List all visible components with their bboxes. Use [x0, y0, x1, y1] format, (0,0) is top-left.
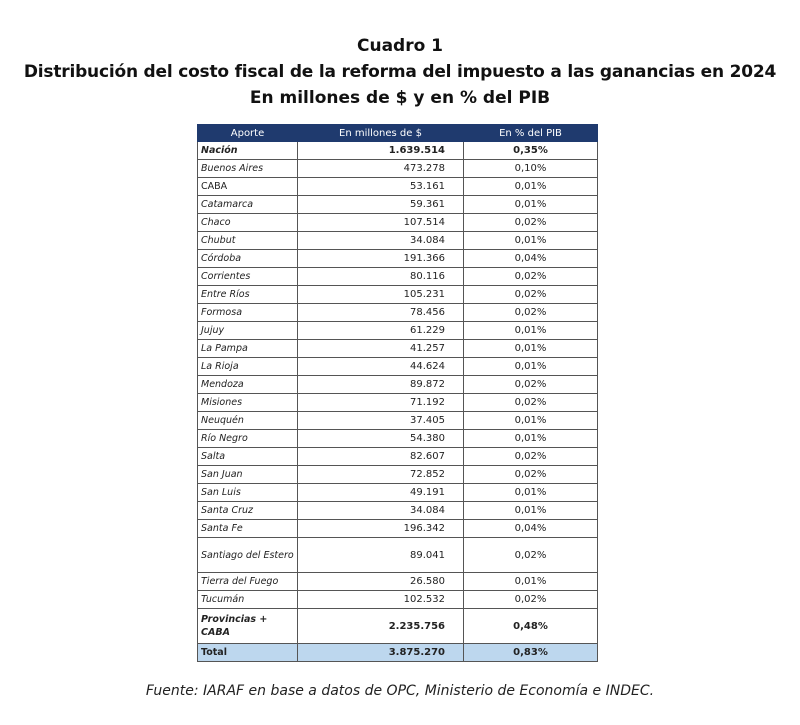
row-label: Entre Ríos	[198, 286, 298, 304]
value-pib: 0,04%	[464, 520, 598, 538]
value-millones: 59.361	[298, 196, 464, 214]
row-label: Tucumán	[198, 591, 298, 609]
table-row	[198, 214, 598, 232]
value-millones: 2.235.756	[298, 609, 464, 644]
value-millones: 71.192	[298, 394, 464, 412]
value-pib: 0,01%	[464, 232, 598, 250]
table-row	[198, 160, 598, 178]
table-row	[198, 142, 598, 160]
row-label: La Pampa	[198, 340, 298, 358]
value-pib: 0,02%	[464, 394, 598, 412]
row-label: Córdoba	[198, 250, 298, 268]
table-row	[198, 430, 598, 448]
value-pib: 0,10%	[464, 160, 598, 178]
value-millones: 54.380	[298, 430, 464, 448]
value-pib: 0,02%	[464, 466, 598, 484]
value-millones: 34.084	[298, 502, 464, 520]
column-header-pib: En % del PIB	[464, 125, 598, 142]
table-row	[198, 573, 598, 591]
value-pib: 0,48%	[464, 609, 598, 644]
value-millones: 37.405	[298, 412, 464, 430]
value-millones: 82.607	[298, 448, 464, 466]
table-row	[198, 394, 598, 412]
table-row	[198, 286, 598, 304]
table-row	[198, 340, 598, 358]
value-pib: 0,01%	[464, 484, 598, 502]
row-label: Santiago del Estero	[198, 538, 298, 573]
value-millones: 89.041	[298, 538, 464, 573]
source-note: Fuente: IARAF en base a datos de OPC, Ministerio de Economía e INDEC.	[145, 683, 655, 699]
row-label: Chaco	[198, 214, 298, 232]
value-pib: 0,02%	[464, 214, 598, 232]
value-millones: 26.580	[298, 573, 464, 591]
value-pib: 0,83%	[464, 644, 598, 662]
value-pib: 0,02%	[464, 268, 598, 286]
table-row	[198, 520, 598, 538]
value-pib: 0,01%	[464, 196, 598, 214]
value-millones: 107.514	[298, 214, 464, 232]
data-table	[197, 124, 598, 662]
row-label: San Juan	[198, 466, 298, 484]
value-millones: 105.231	[298, 286, 464, 304]
table-row	[198, 484, 598, 502]
table-row	[198, 232, 598, 250]
value-pib: 0,02%	[464, 448, 598, 466]
value-pib: 0,01%	[464, 412, 598, 430]
value-millones: 80.116	[298, 268, 464, 286]
table-row	[198, 591, 598, 609]
table-subtitle: En millones de $ y en % del PIB	[249, 88, 551, 108]
value-pib: 0,01%	[464, 340, 598, 358]
value-millones: 196.342	[298, 520, 464, 538]
value-millones: 191.366	[298, 250, 464, 268]
column-header-aporte: Aporte	[198, 125, 298, 142]
table-number: Cuadro 1	[356, 36, 444, 56]
row-label: Río Negro	[198, 430, 298, 448]
row-label: La Rioja	[198, 358, 298, 376]
table-row	[198, 178, 598, 196]
value-millones: 89.872	[298, 376, 464, 394]
table-header-row	[198, 125, 598, 142]
value-millones: 473.278	[298, 160, 464, 178]
table-row	[198, 376, 598, 394]
row-label: Santa Cruz	[198, 502, 298, 520]
row-label: Salta	[198, 448, 298, 466]
total-row	[198, 644, 598, 662]
value-pib: 0,01%	[464, 322, 598, 340]
row-label: Chubut	[198, 232, 298, 250]
value-pib: 0,04%	[464, 250, 598, 268]
row-label: CABA	[198, 178, 298, 196]
value-millones: 49.191	[298, 484, 464, 502]
value-pib: 0,02%	[464, 538, 598, 573]
table-row	[198, 322, 598, 340]
value-pib: 0,02%	[464, 304, 598, 322]
row-label: Neuquén	[198, 412, 298, 430]
row-label: Total	[198, 644, 298, 662]
column-header-millones: En millones de $	[298, 125, 464, 142]
table-row	[198, 466, 598, 484]
value-pib: 0,01%	[464, 178, 598, 196]
value-millones: 44.624	[298, 358, 464, 376]
value-pib: 0,02%	[464, 591, 598, 609]
table-row	[198, 609, 598, 644]
row-label: Catamarca	[198, 196, 298, 214]
row-label: Tierra del Fuego	[198, 573, 298, 591]
title-block	[0, 33, 800, 111]
value-pib: 0,02%	[464, 286, 598, 304]
value-millones: 53.161	[298, 178, 464, 196]
table-row	[198, 196, 598, 214]
value-millones: 1.639.514	[298, 142, 464, 160]
row-label: Mendoza	[198, 376, 298, 394]
table-row	[198, 304, 598, 322]
table-row	[198, 538, 598, 573]
table-row	[198, 268, 598, 286]
value-pib: 0,01%	[464, 573, 598, 591]
row-label: Formosa	[198, 304, 298, 322]
row-label: Santa Fe	[198, 520, 298, 538]
table-row	[198, 448, 598, 466]
value-pib: 0,01%	[464, 358, 598, 376]
row-label: Corrientes	[198, 268, 298, 286]
row-label: Provincias + CABA	[198, 609, 298, 644]
value-pib: 0,01%	[464, 502, 598, 520]
row-label: Misiones	[198, 394, 298, 412]
value-pib: 0,02%	[464, 376, 598, 394]
table-row	[198, 250, 598, 268]
table-row	[198, 502, 598, 520]
row-label: Nación	[198, 142, 298, 160]
value-millones: 72.852	[298, 466, 464, 484]
value-pib: 0,01%	[464, 430, 598, 448]
table-title: Distribución del costo fiscal de la reforma del impuesto a las ganancias en 2024	[23, 62, 777, 82]
row-label: Jujuy	[198, 322, 298, 340]
row-label: San Luis	[198, 484, 298, 502]
value-millones: 61.229	[298, 322, 464, 340]
value-millones: 41.257	[298, 340, 464, 358]
value-millones: 34.084	[298, 232, 464, 250]
value-millones: 102.532	[298, 591, 464, 609]
value-pib: 0,35%	[464, 142, 598, 160]
row-label: Buenos Aires	[198, 160, 298, 178]
table-row	[198, 412, 598, 430]
value-millones: 78.456	[298, 304, 464, 322]
value-millones: 3.875.270	[298, 644, 464, 662]
table-row	[198, 358, 598, 376]
